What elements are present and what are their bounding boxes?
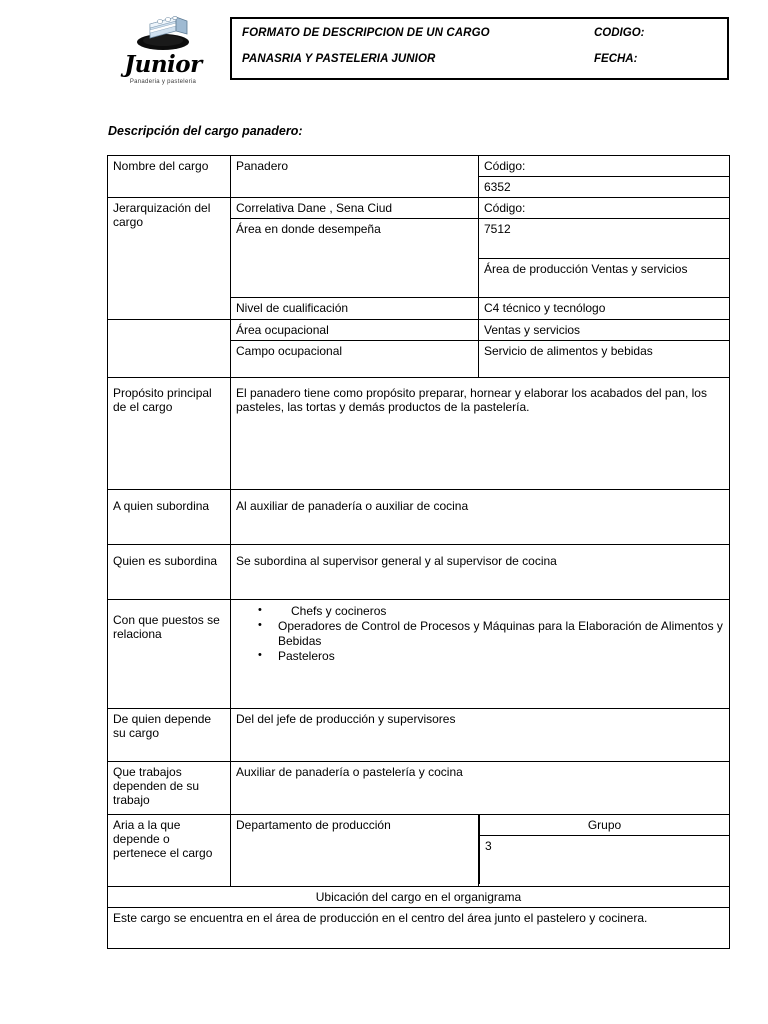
table-row <box>108 156 730 177</box>
table-row <box>108 319 730 340</box>
job-description-table <box>107 155 730 949</box>
cell-area-desempena-value: Área de producción Ventas y servicios <box>479 258 730 298</box>
document-header <box>0 0 768 110</box>
cell-campo-ocupacional-label: Campo ocupacional <box>231 340 479 377</box>
cell-codigo1-label: Código: <box>479 156 730 177</box>
cell-proposito-value: El panadero tiene como propósito preparar, hornear y elaborar los acabados del pan, los pasteles, las tortas y demás productos de la pastelería. <box>231 377 730 489</box>
list-item: • Pasteleros <box>236 649 724 663</box>
cell-departamento-value: Departamento de producción <box>231 814 479 886</box>
table-row <box>108 761 730 814</box>
cell-area-ocupacional-label: Área ocupacional <box>231 319 479 340</box>
header-row-1 <box>232 27 727 51</box>
table-row <box>108 377 730 489</box>
cell-aria-label: Aria a la que depende o pertenece el cargo <box>108 814 231 886</box>
list-item: • Chefs y cocineros <box>236 604 724 618</box>
cell-ubicacion-header: Ubicación del cargo en el organigrama <box>108 886 730 907</box>
company-logo <box>107 12 219 104</box>
header-format-title: FORMATO DE DESCRIPCION DE UN CARGO <box>242 27 490 39</box>
cell-puestos-value <box>231 599 730 708</box>
logo-brand-text: Junior <box>124 51 202 78</box>
cell-jerarquizacion-spacer <box>108 319 231 377</box>
cell-que-trabajos-label: Que trabajos dependen de su trabajo <box>108 761 231 814</box>
cell-area-desempena-label: Área en donde desempeña <box>231 219 479 298</box>
list-item: • Operadores de Control de Procesos y Máquinas para la Elaboración de Alimentos y Bebidas <box>236 619 724 648</box>
cell-grupo-container <box>479 814 730 886</box>
cell-de-quien-depende-label: De quien depende su cargo <box>108 708 231 761</box>
table-row <box>108 544 730 599</box>
cell-proposito-label: Propósito principal de el cargo <box>108 377 231 489</box>
table-row <box>108 814 730 886</box>
header-row-2 <box>232 53 727 77</box>
table-row <box>108 489 730 544</box>
table-row <box>108 599 730 708</box>
header-company-name: PANASRIA Y PASTELERIA JUNIOR <box>242 53 436 65</box>
cake-slice-icon <box>130 12 196 52</box>
logo-tagline: Panaderia y pasteleria <box>129 79 197 85</box>
table-row <box>480 835 730 884</box>
cell-a-quien-subordina-label: A quien subordina <box>108 489 231 544</box>
cell-ubicacion-value: Este cargo se encuentra en el área de producción en el centro del área junto el pastelero y cocinera. <box>108 907 730 948</box>
cell-puestos-label: Con que puestos se relaciona <box>108 599 231 708</box>
cell-codigo1-value: 6352 <box>479 177 730 198</box>
cell-que-trabajos-value: Auxiliar de panadería o pastelería y cocina <box>231 761 730 814</box>
cell-nombre-label: Nombre del cargo <box>108 156 231 198</box>
cell-area-ocupacional-value: Ventas y servicios <box>479 319 730 340</box>
table-row <box>480 815 730 836</box>
cell-grupo-value: 3 <box>480 835 730 884</box>
header-title-box <box>230 17 729 80</box>
cell-quien-es-subordina-label: Quien es subordina <box>108 544 231 599</box>
puestos-list <box>236 604 724 664</box>
header-codigo-label: CODIGO: <box>594 27 645 39</box>
cell-codigo2-value: 7512 <box>479 219 730 259</box>
cell-nivel-value: C4 técnico y tecnólogo <box>479 298 730 319</box>
cell-codigo2-label: Código: <box>479 198 730 219</box>
cell-jerarquizacion-label: Jerarquización del cargo <box>108 198 231 319</box>
table-row <box>108 198 730 219</box>
cell-a-quien-subordina-value: Al auxiliar de panadería o auxiliar de cocina <box>231 489 730 544</box>
cell-de-quien-depende-value: Del del jefe de producción y supervisores <box>231 708 730 761</box>
header-fecha-label: FECHA: <box>594 53 638 65</box>
table-row <box>108 708 730 761</box>
cell-campo-ocupacional-value: Servicio de alimentos y bebidas <box>479 340 730 377</box>
cell-grupo-label: Grupo <box>480 815 730 836</box>
table-row <box>108 886 730 907</box>
cell-correlativa-value: Correlativa Dane , Sena Ciud <box>231 198 479 219</box>
cell-nivel-label: Nivel de cualificación <box>231 298 479 319</box>
cell-quien-es-subordina-value: Se subordina al supervisor general y al supervisor de cocina <box>231 544 730 599</box>
cell-nombre-value: Panadero <box>231 156 479 198</box>
table-row <box>108 907 730 948</box>
grupo-subtable <box>479 815 729 884</box>
page-title: Descripción del cargo panadero: <box>108 124 303 138</box>
